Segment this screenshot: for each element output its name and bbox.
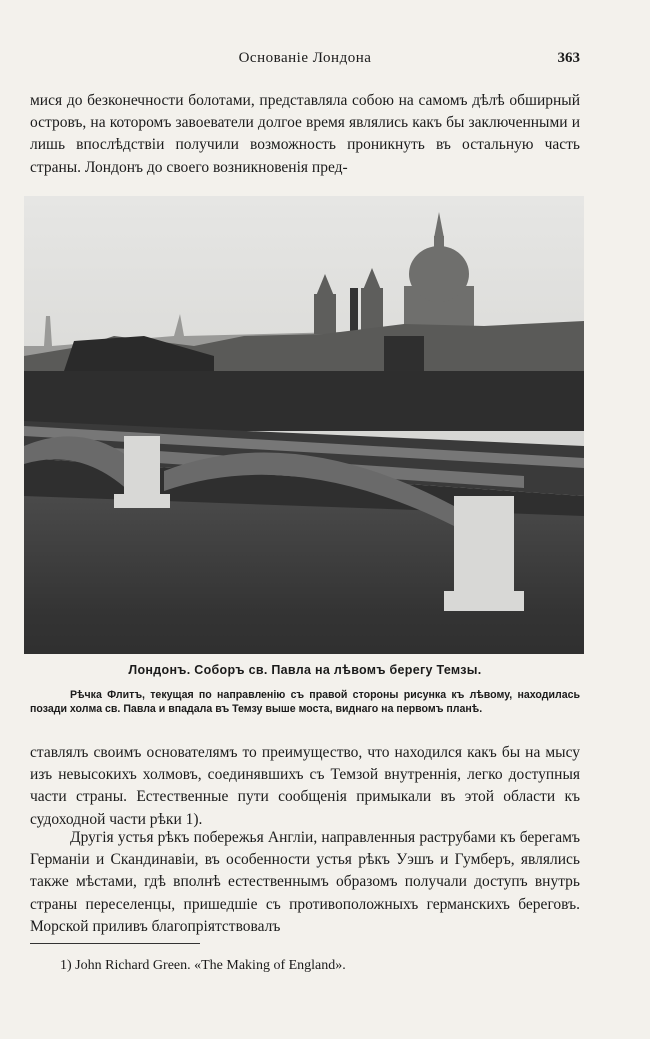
figure-caption-text: Рѣчка Флитъ, текущая по направленiю съ правой стороны рисунка къ лѣвому, находилась позади холма св. Павла и впадала въ Темзу выше моста, виднаго на первомъ планѣ.	[30, 689, 580, 715]
page-header	[30, 50, 580, 74]
paragraph-top: мися до безконечности болотами, представляла собою на самомъ дѣлѣ обширный островъ, на которомъ завоеватели долгое время являлись какъ бы заключенными и лишь впослѣдствiи получили возможность проникнуть въ остальную часть страны. Лондонъ до своего возникновенiя пред-	[30, 92, 580, 176]
footnote-rule	[30, 943, 200, 944]
figure-caption-title: Лондонъ. Соборъ св. Павла на лѣвомъ берегу Темзы.	[128, 663, 482, 677]
photo-illustration	[24, 196, 584, 654]
paragraph-next: Другiя устья рѣкъ побережья Англiи, направленныя раструбами къ берегамъ Германiи и Скандинавiи, въ особенности устья рѣкъ Уэшъ и Гумберъ, являлись также мѣстами, гдѣ вполнѣ естественнымъ образомъ получали доступъ внутрь страны переселенцы, пришедшiе съ противоположныхъ германскихъ береговъ. Морской приливъ благопрiятствовалъ	[30, 829, 580, 935]
page-number: 363	[557, 50, 580, 66]
footnote: 1) John Richard Green. «The Making of England».	[60, 958, 346, 973]
paragraph-continuation: ставлялъ своимъ основателямъ то преимущество, что находился какъ бы на мысу изъ невысокихъ холмовъ, соединявшихъ съ Темзой внутреннiя, легко доступныя части страны. Естественные пути сообщенiя примыкали въ этой области къ судоходной части рѣки 1).	[30, 744, 580, 828]
running-head: Основанiе Лондона	[238, 50, 372, 66]
photo-st-pauls-cathedral	[24, 196, 584, 654]
